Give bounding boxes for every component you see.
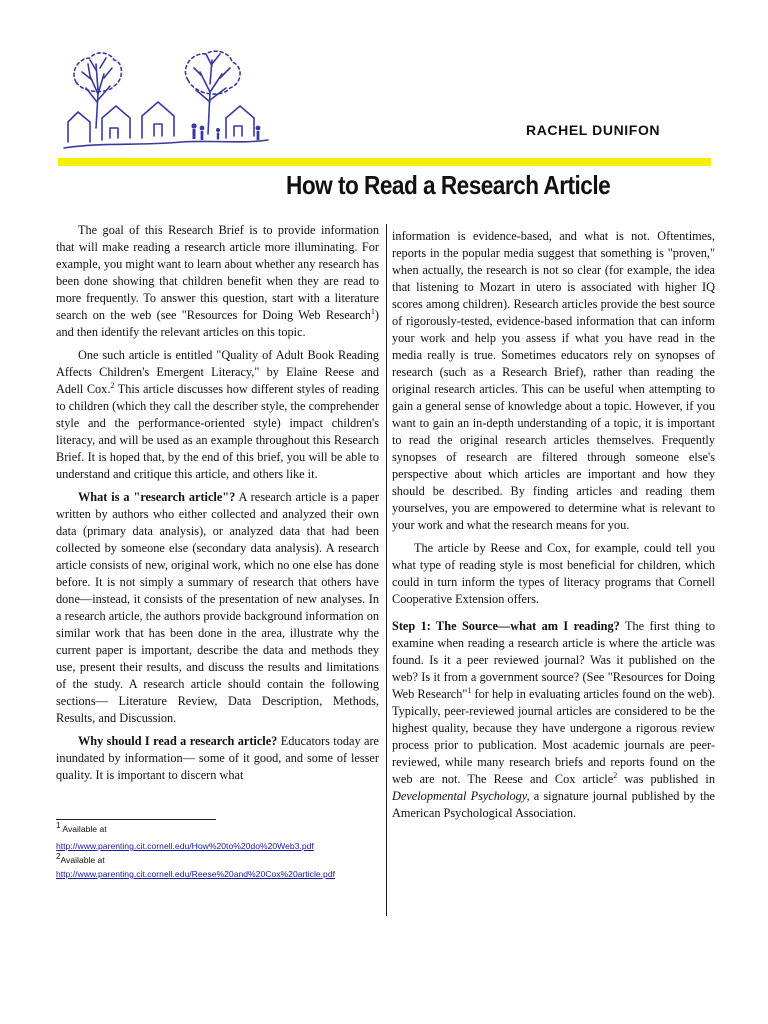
paragraph-evidence-based: information is evidence-based, and what is not. Oftentimes, reports in the popular media suggest that something is "proven," when actually, the research is not so clear (for example, the idea that listening to Mozart in utero is associated with higher IQ scores among children). Research articles provide the best source of rigorously-tested, evidence-based information that can inform your work and help you assess if what you have read in the media really is true. Sometimes educators rely on synopses of research (such as a Research Brief), rather than reading the original research articles. This can be useful when attempting to gain a general sense of knowledge about a topic. However, if you want to gain an in-depth understanding of a topic, it is important to read the original research articles themselves. Frequently synopses of research are filtered through someone else's perspective about which articles are important and how they should be described. By finding articles and reading them yourselves, you are empowered to determine what is relevant to your work and what the research means for you. [392, 229, 715, 532]
logo-houses-trees-illustration [62, 50, 274, 160]
footnote-1-link[interactable]: http://www.parenting.cit.cornell.edu/How%20to%20do%20Web3.pdf [56, 841, 314, 851]
paragraph-what-is-research-article: What is a "research article"? A research article is a paper written by authors who either collected and analyzed their own data (primary data analysis), or analyzed data that had been collected by someone else (secondary data analysis). A research article consists of new, original work, which no one else has done before. It is not simply a summary of research that others have done—instead, it consists of the presentation of new analyses. In a research article, the authors provide background information on similar work that has been done in the area, illustrate why the current paper is important, describe the data and methods they use, present their results, and discuss the results and limitations of the study. A research article should contain the following sections— Literature Review, Data Description, Methods, Results, and Discussion. [56, 490, 379, 725]
tree-center-trunk [208, 92, 210, 134]
paragraph-example-article: One such article is entitled "Quality of Adult Book Reading Affects Children's Emergent Literacy," by Elaine Reese and Adell Cox.$^2$ This article discusses how different styles of reading to children (which they call the describer style, the comprehender style and the performance-oriented style) impact children's literacy, and will be used as an example throughout this Research Brief. It is hoped that, by the end of this brief, you will be able to understand and critique this article, and others like it. [56, 348, 379, 481]
left-column [56, 222, 379, 790]
section-heading: Why should I read a research article? [78, 734, 278, 748]
house-right [226, 106, 254, 138]
footnote-ref-2: 2 [110, 380, 115, 390]
tree-left-trunk [96, 94, 98, 128]
house-mid-left [102, 106, 130, 140]
tree-center-branches [194, 54, 230, 102]
footnote-ref-1: 1 [370, 306, 375, 316]
article-title: How to Read a Research Article [286, 170, 611, 200]
paragraph-reese-cox-example: The article by Reese and Cox, for example, could tell you what type of reading style is most beneficial for children, which could in turn inform the types of literacy programs that Cornell Cooperative Extension offers. [392, 541, 715, 606]
column-divider [386, 224, 387, 916]
journal-name: Developmental Psychology, [392, 789, 530, 803]
section-heading: What is a "research article"? [78, 490, 236, 504]
author-name: RACHEL DUNIFON [526, 122, 661, 138]
footnotes [56, 821, 386, 880]
paragraph-intro: The goal of this Research Brief is to provide information that will make reading a research article more illuminating. For example, you might want to learn about whether any research has been done showing that children benefit when they are read to more frequently. To answer this question, start with a literature search on the web (see "Resources for Doing Web Research$^1$) and then identify the relevant articles on this topic. [56, 223, 379, 339]
footnote-2-link[interactable]: http://www.parenting.cit.cornell.edu/Reese%20and%20Cox%20article.pdf [56, 869, 335, 879]
right-column [392, 228, 715, 828]
yellow-header-band [58, 158, 711, 166]
house-left [68, 112, 90, 142]
footnote-ref-1: 1 [467, 685, 472, 695]
footnote-divider [56, 819, 216, 820]
footnote-ref-2: 2 [613, 770, 618, 780]
ground-line [64, 140, 268, 148]
house-center [142, 102, 174, 138]
paragraph-step-1-source: Step 1: The Source—what am I reading? The first thing to examine when reading a research article is where the article was found. Is it a peer reviewed journal? Was it published on the web? Is it from a government source? (See "Resources for Doing Web Research"$^1$ for help in evaluating articles found on the web). Typically, peer-reviewed journal articles are considered to be the highest quality, because they have undergone a rigorous review process prior to publication. Most academic journals are peer-reviewed, while many research briefs and reports found on the web are not. The Reese and Cox article$^2$ was published in Developmental Psychology, a signature journal published by the American Psychological Association. [392, 619, 715, 820]
tree-left-branches [82, 58, 112, 102]
section-heading: Step 1: The Source—what am I reading? [392, 619, 620, 633]
footnote-2-label: $^2$Available at [56, 852, 105, 865]
paragraph-why-read: Why should I read a research article? Educators today are inundated by information— some of it good, and some of lesser quality. It is important to discern what [56, 734, 379, 782]
footnote-1-label: $^1$ Available at [56, 821, 107, 834]
